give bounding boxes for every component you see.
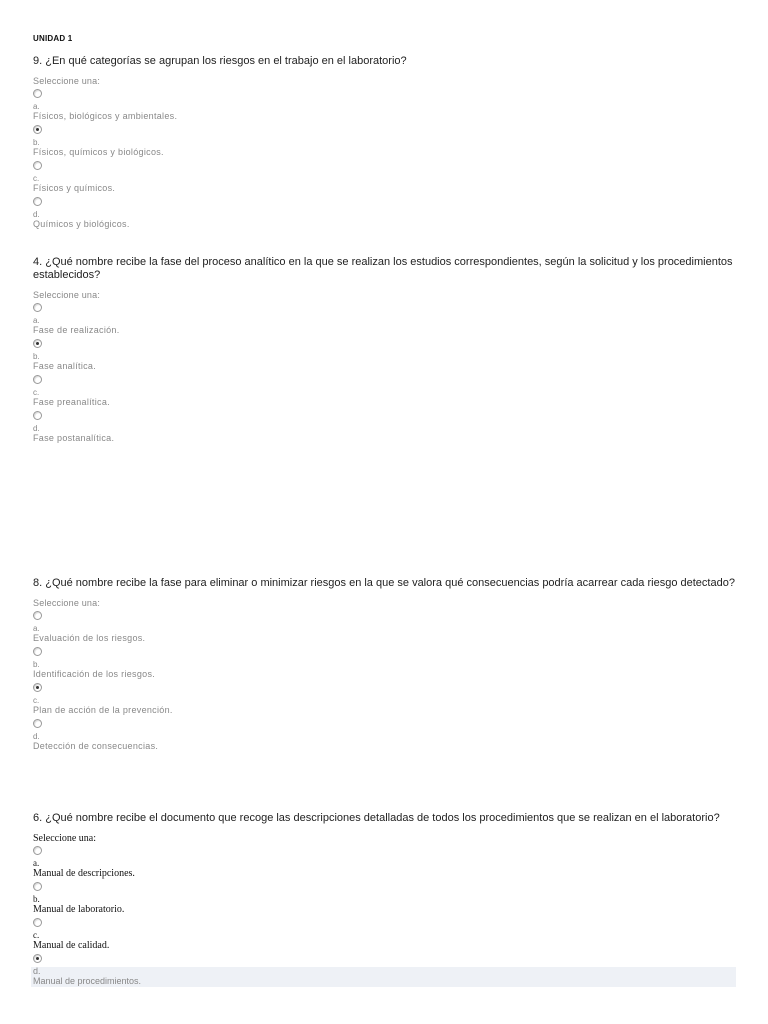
option-b[interactable]	[33, 882, 743, 915]
radio-button-selected[interactable]	[33, 683, 42, 692]
option-letter: d.	[33, 966, 41, 976]
option-d-label-row[interactable]	[31, 967, 736, 987]
option-letter: c.	[33, 174, 40, 183]
option-letter: b.	[33, 138, 40, 147]
option-text: Físicos, biológicos y ambientales.	[33, 111, 178, 121]
option-d[interactable]	[33, 197, 743, 230]
option-a[interactable]	[33, 846, 743, 879]
option-letter: b.	[33, 660, 40, 669]
option-b[interactable]	[33, 339, 743, 372]
option-letter: d.	[33, 732, 40, 741]
option-text: Físicos, químicos y biológicos.	[33, 147, 164, 157]
radio-button[interactable]	[33, 918, 42, 927]
option-a[interactable]	[33, 303, 743, 336]
option-text: Químicos y biológicos.	[33, 219, 130, 229]
option-letter: c.	[33, 388, 40, 397]
option-c[interactable]	[33, 683, 743, 716]
option-text: Manual de laboratorio.	[33, 904, 125, 915]
radio-button[interactable]	[33, 647, 42, 656]
option-text: Físicos y químicos.	[33, 183, 116, 193]
option-text: Detección de consecuencias.	[33, 741, 159, 751]
radio-button-selected[interactable]	[33, 339, 42, 348]
option-letter: d.	[33, 424, 40, 433]
option-text: Fase preanalítica.	[33, 397, 110, 407]
option-text: Plan de acción de la prevención.	[33, 705, 173, 715]
radio-button[interactable]	[33, 411, 42, 420]
option-d[interactable]	[33, 719, 743, 752]
option-text: Manual de descripciones.	[33, 868, 135, 879]
option-letter: c.	[33, 930, 40, 940]
option-d[interactable]	[33, 411, 743, 444]
option-a[interactable]	[33, 611, 743, 644]
radio-button[interactable]	[33, 197, 42, 206]
radio-button-selected[interactable]	[33, 954, 42, 963]
unit-title: UNIDAD 1	[33, 34, 73, 43]
question-text: 9. ¿En qué categorías se agrupan los riesgos en el trabajo en el laboratorio?	[33, 55, 407, 67]
option-a[interactable]	[33, 89, 743, 122]
radio-button-selected[interactable]	[33, 125, 42, 134]
select-prompt: Seleccione una:	[33, 290, 101, 300]
radio-button[interactable]	[33, 161, 42, 170]
option-b[interactable]	[33, 125, 743, 158]
question-text: 4. ¿Qué nombre recibe la fase del proceso analítico en la que se realizan los estudios correspondientes, según la solicitud y los procedimientos establecidos?	[33, 256, 733, 281]
option-c[interactable]	[33, 918, 743, 951]
radio-button[interactable]	[33, 303, 42, 312]
option-text: Manual de calidad.	[33, 940, 110, 951]
question-6	[33, 812, 743, 987]
option-letter: c.	[33, 696, 40, 705]
option-letter: a.	[33, 624, 40, 633]
option-text: Evaluación de los riesgos.	[33, 633, 146, 643]
radio-button[interactable]	[33, 89, 42, 98]
select-prompt: Seleccione una:	[33, 76, 101, 86]
option-c[interactable]	[33, 161, 743, 194]
question-text: 8. ¿Qué nombre recibe la fase para eliminar o minimizar riesgos en la que se valora qué consecuencias podría acarrear cada riesgo detectado?	[33, 577, 735, 589]
option-letter: b.	[33, 352, 40, 361]
radio-button[interactable]	[33, 719, 42, 728]
option-letter: a.	[33, 102, 40, 111]
select-prompt: Seleccione una:	[33, 833, 97, 844]
radio-button[interactable]	[33, 611, 42, 620]
question-9	[33, 55, 743, 230]
option-text: Identificación de los riesgos.	[33, 669, 156, 679]
option-b[interactable]	[33, 647, 743, 680]
radio-button[interactable]	[33, 882, 42, 891]
option-text: Fase de realización.	[33, 325, 120, 335]
option-letter: a.	[33, 858, 40, 868]
option-letter: d.	[33, 210, 40, 219]
option-d[interactable]	[33, 954, 743, 963]
question-text: 6. ¿Qué nombre recibe el documento que recoge las descripciones detalladas de todos los procedimientos que se realizan en el laboratorio?	[33, 812, 720, 824]
radio-button[interactable]	[33, 375, 42, 384]
option-c[interactable]	[33, 375, 743, 408]
option-letter: a.	[33, 316, 40, 325]
option-letter: b.	[33, 894, 40, 904]
question-4	[33, 256, 743, 444]
option-text: Fase postanalítica.	[33, 433, 115, 443]
option-text: Fase analítica.	[33, 361, 97, 371]
select-prompt: Seleccione una:	[33, 598, 101, 608]
question-8	[33, 577, 743, 752]
radio-button[interactable]	[33, 846, 42, 855]
option-text: Manual de procedimientos.	[33, 976, 142, 986]
